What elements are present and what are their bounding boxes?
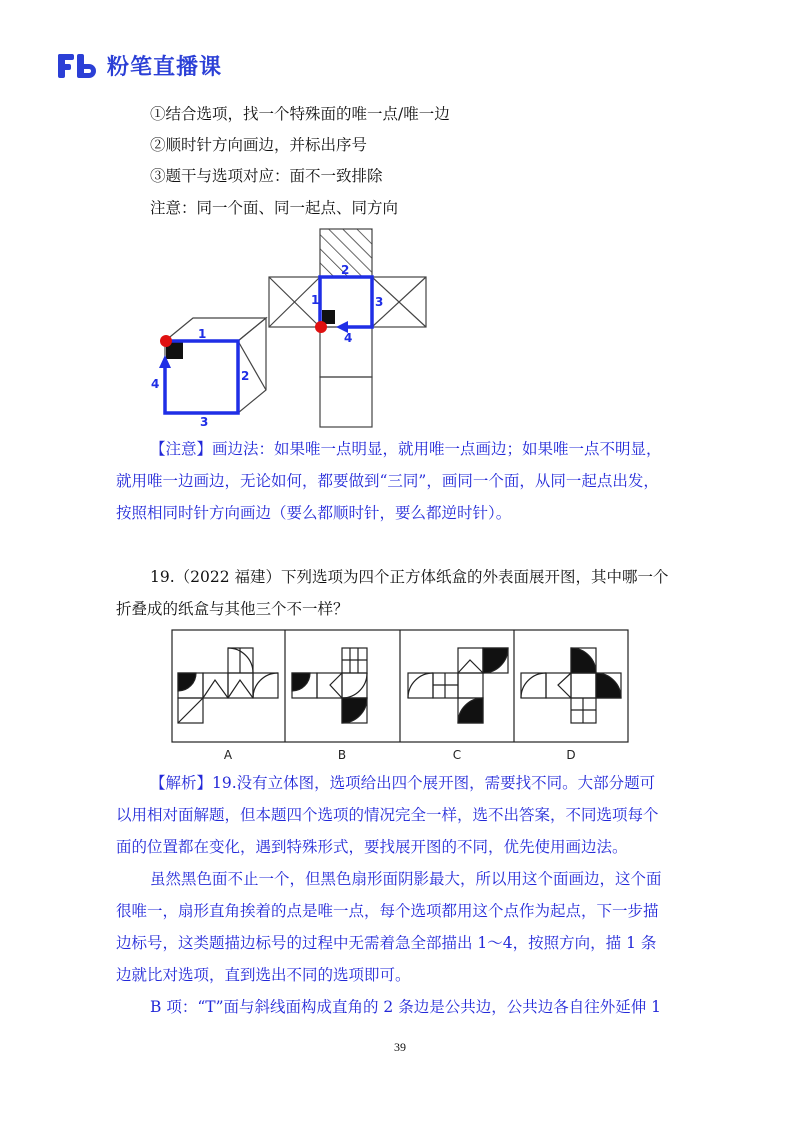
net-edge-label: 2 [341, 263, 350, 277]
option-label: C [452, 748, 462, 762]
step-2: ②顺时针方向画边，并标出序号 [150, 136, 368, 154]
question-line: 19.（2022 福建）下列选项为四个正方体纸盒的外表面展开图，其中哪一个 [150, 568, 669, 586]
brand-logo [57, 50, 222, 81]
options-figure [170, 627, 630, 767]
cube-net-figure [150, 225, 440, 430]
analysis-block [116, 767, 696, 1023]
step-note: 注意：同一个面、同一起点、同方向 [150, 199, 399, 217]
cube-drawing [165, 318, 266, 413]
note-block [116, 433, 696, 529]
cube-start-dot [160, 335, 172, 347]
step-3: ③题干与选项对应：面不一致排除 [150, 167, 383, 185]
cube-edge-label: 4 [151, 377, 160, 391]
step-1: ①结合选项，找一个特殊面的唯一点/唯一边 [150, 105, 450, 123]
analysis-line: 【解析】19.没有立体图，选项给出四个展开图，需要找不同。大部分题可 [150, 774, 656, 792]
fb-logo-icon [57, 52, 101, 80]
option-d-net [521, 648, 621, 723]
option-label: D [566, 748, 576, 762]
note-line: 【注意】画边法：如果唯一点明显，就用唯一点画边；如果唯一点不明显， [150, 440, 662, 458]
note-line: 按照相同时针方向画边（要么都顺时针，要么都逆时针）。 [116, 504, 512, 522]
net-edge-label: 4 [344, 331, 353, 345]
cube-edge-label: 2 [241, 369, 250, 383]
page-number: 39 [394, 1040, 406, 1054]
option-c-net [408, 648, 508, 723]
brand-name: 粉笔直播课 [107, 55, 223, 80]
analysis-line: 很唯一，扇形直角挨着的点是唯一点，每个选项都用这个点作为起点，下一步描 [116, 902, 659, 920]
analysis-line: B 项：“T”面与斜线面构成直角的 2 条边是公共边，公共边各自往外延伸 1 [150, 998, 662, 1016]
option-b-net [292, 648, 367, 723]
cube-edge-label: 1 [198, 327, 207, 341]
net-edge-label: 3 [375, 295, 384, 309]
question-line: 折叠成的纸盒与其他三个不一样？ [116, 600, 349, 618]
analysis-line: 面的位置都在变化，遇到特殊形式，要找展开图的不同，优先使用画边法。 [116, 838, 628, 856]
option-label: B [337, 748, 347, 762]
note-line: 就用唯一边画边，无论如何，都要做到“三同”，画同一个面，从同一起点出发， [116, 472, 659, 490]
option-label: A [223, 748, 233, 762]
net-edge-label: 1 [311, 293, 320, 307]
analysis-line: 以用相对面解题，但本题四个选项的情况完全一样，选不出答案，不同选项每个 [116, 806, 659, 824]
analysis-line: 边标号，这类题描边标号的过程中无需着急全部描出 1～4，按照方向，描 1 条 [116, 934, 657, 952]
cube-edge-label: 3 [200, 415, 209, 429]
analysis-line: 虽然黑色面不止一个，但黑色扇形面阴影最大，所以用这个面画边，这个面 [150, 870, 662, 888]
option-a-net [178, 648, 278, 723]
analysis-line: 边就比对选项，直到选出不同的选项即可。 [116, 966, 411, 984]
net-start-dot [315, 321, 327, 333]
question-block [116, 561, 696, 625]
